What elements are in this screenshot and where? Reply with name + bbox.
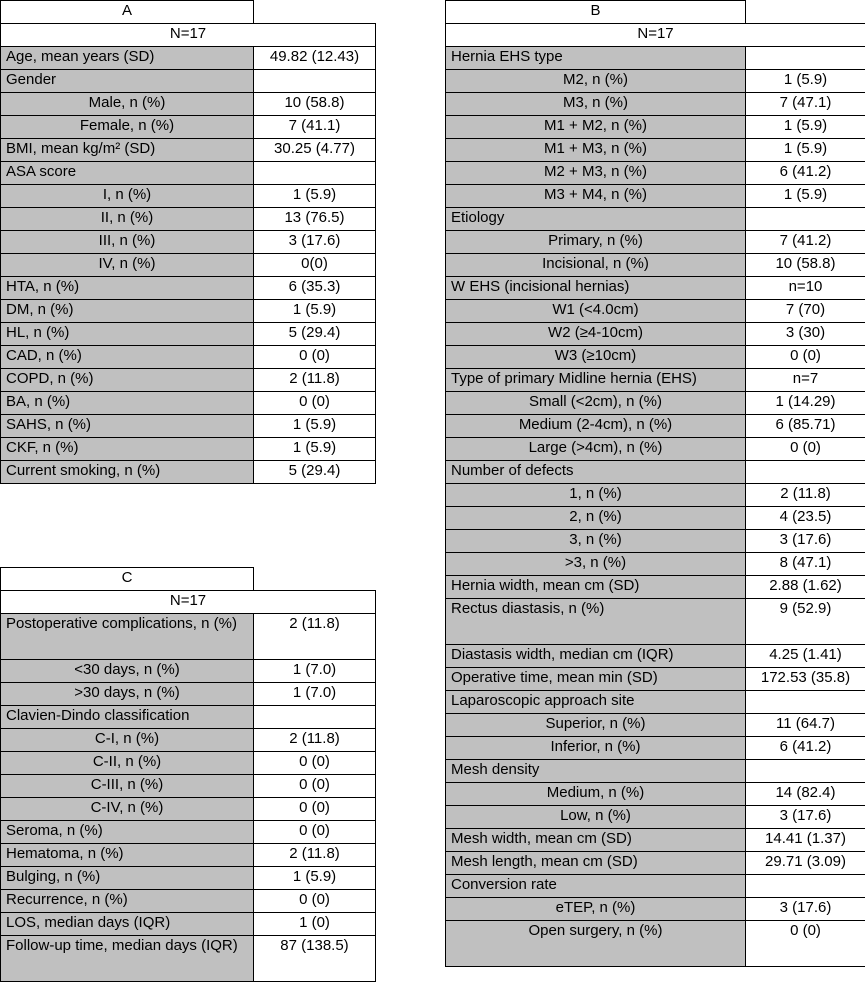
table-a-row	[1, 277, 376, 300]
table-b-row-value: 7 (47.1)	[746, 93, 865, 116]
table-b-row-value	[746, 47, 865, 70]
table-a-row-value: 1 (5.9)	[254, 300, 376, 323]
table-b-row-label: 2, n (%)	[446, 507, 746, 530]
table-b-row-value: n=10	[746, 277, 865, 300]
table-b-row-value	[746, 875, 865, 898]
table-b-row	[446, 760, 865, 783]
table-b-row	[446, 208, 865, 231]
table-b-row-value: 7 (41.2)	[746, 231, 865, 254]
table-a-row-label: Gender	[1, 70, 254, 93]
table-b-row-value: 1 (5.9)	[746, 139, 865, 162]
table-b-row-value: 29.71 (3.09)	[746, 852, 865, 875]
table-c-row-label: <30 days, n (%)	[1, 660, 254, 683]
table-c-row-value: 0 (0)	[254, 798, 376, 821]
table-b-row-label: W1 (<4.0cm)	[446, 300, 746, 323]
table-b-row	[446, 323, 865, 346]
table-b-row-value: 172.53 (35.8)	[746, 668, 865, 691]
table-a-row	[1, 392, 376, 415]
table-b-row-label: >3, n (%)	[446, 553, 746, 576]
table-b	[445, 0, 865, 967]
table-a-row	[1, 162, 376, 185]
table-a-row-label: IV, n (%)	[1, 254, 254, 277]
table-b-row	[446, 921, 865, 967]
table-b-row	[446, 530, 865, 553]
table-b-row	[446, 415, 865, 438]
table-a-row-value: 6 (35.3)	[254, 277, 376, 300]
table-c-row-label: Hematoma, n (%)	[1, 844, 254, 867]
table-a-row	[1, 70, 376, 93]
table-a-row	[1, 139, 376, 162]
table-b-row-value: 0 (0)	[746, 438, 865, 461]
table-c-row	[1, 775, 376, 798]
table-c-row-value: 87 (138.5)	[254, 936, 376, 982]
table-c-n-row	[1, 591, 376, 614]
table-b-n: N=17	[446, 24, 865, 47]
table-a-row-value	[254, 162, 376, 185]
table-a-row-label: SAHS, n (%)	[1, 415, 254, 438]
table-c-row	[1, 844, 376, 867]
table-b-row	[446, 346, 865, 369]
table-c-row-label: C-I, n (%)	[1, 729, 254, 752]
table-c-title: C	[1, 568, 254, 591]
table-a-row-label: COPD, n (%)	[1, 369, 254, 392]
table-b-row-value: 3 (17.6)	[746, 806, 865, 829]
table-b-row-label: Conversion rate	[446, 875, 746, 898]
table-b-row	[446, 392, 865, 415]
table-b-row-label: Operative time, mean min (SD)	[446, 668, 746, 691]
table-b-row-value: 2.88 (1.62)	[746, 576, 865, 599]
table-c-row-label: C-IV, n (%)	[1, 798, 254, 821]
table-b-row-label: 3, n (%)	[446, 530, 746, 553]
table-b-row-label: M3 + M4, n (%)	[446, 185, 746, 208]
table-b-row-value: 14 (82.4)	[746, 783, 865, 806]
table-b-row-label: Number of defects	[446, 461, 746, 484]
table-b-row	[446, 829, 865, 852]
table-b-row-label: M3, n (%)	[446, 93, 746, 116]
table-a-n-row	[1, 24, 376, 47]
table-b-row	[446, 47, 865, 70]
table-b-row-label: Inferior, n (%)	[446, 737, 746, 760]
table-a-row	[1, 254, 376, 277]
table-c-row	[1, 913, 376, 936]
table-a-row	[1, 461, 376, 484]
table-b-row-value: 4 (23.5)	[746, 507, 865, 530]
table-b-n-row	[446, 24, 865, 47]
table-c-row-value: 1 (7.0)	[254, 660, 376, 683]
table-b-row	[446, 438, 865, 461]
table-c-row-label: Clavien-Dindo classification	[1, 706, 254, 729]
table-c-row	[1, 867, 376, 890]
table-b-row	[446, 737, 865, 760]
table-b-row-label: Hernia EHS type	[446, 47, 746, 70]
table-b-row-label: Laparoscopic approach site	[446, 691, 746, 714]
table-b-row	[446, 231, 865, 254]
table-b-row	[446, 93, 865, 116]
table-b-row	[446, 714, 865, 737]
table-b-row-label: M1 + M2, n (%)	[446, 116, 746, 139]
table-c-row-label: C-II, n (%)	[1, 752, 254, 775]
table-b-row	[446, 369, 865, 392]
table-c-row-value: 2 (11.8)	[254, 844, 376, 867]
table-b-row-label: Mesh density	[446, 760, 746, 783]
table-c-title-row	[1, 568, 376, 591]
table-b-row-value: 3 (30)	[746, 323, 865, 346]
table-b-row	[446, 185, 865, 208]
table-c-row	[1, 890, 376, 913]
table-b-row	[446, 277, 865, 300]
table-c-row-value: 1 (0)	[254, 913, 376, 936]
table-b-row-label: Diastasis width, median cm (IQR)	[446, 645, 746, 668]
table-a-row-value: 0 (0)	[254, 392, 376, 415]
table-b-row	[446, 599, 865, 645]
table-c-row-label: Seroma, n (%)	[1, 821, 254, 844]
table-b-row-value: 3 (17.6)	[746, 530, 865, 553]
table-b-row	[446, 875, 865, 898]
table-b-row-label: Large (>4cm), n (%)	[446, 438, 746, 461]
table-a-row-value: 10 (58.8)	[254, 93, 376, 116]
table-b-row-label: Incisional, n (%)	[446, 254, 746, 277]
table-a-row-label: DM, n (%)	[1, 300, 254, 323]
table-a-row-label: Age, mean years (SD)	[1, 47, 254, 70]
table-b-row-value: 4.25 (1.41)	[746, 645, 865, 668]
table-a-row-value: 13 (76.5)	[254, 208, 376, 231]
table-c-row-value: 0 (0)	[254, 821, 376, 844]
table-b-title: B	[446, 1, 746, 24]
table-b-row-value: n=7	[746, 369, 865, 392]
table-b-row-value: 6 (85.71)	[746, 415, 865, 438]
table-b-row-value: 11 (64.7)	[746, 714, 865, 737]
table-a-row-value: 49.82 (12.43)	[254, 47, 376, 70]
table-b-row	[446, 139, 865, 162]
table-b-row-label: Superior, n (%)	[446, 714, 746, 737]
table-a-row-label: Current smoking, n (%)	[1, 461, 254, 484]
table-b-row-value: 6 (41.2)	[746, 162, 865, 185]
table-b-row	[446, 806, 865, 829]
table-c-row	[1, 660, 376, 683]
table-b-row-label: Open surgery, n (%)	[446, 921, 746, 967]
table-a-row	[1, 346, 376, 369]
table-b-row-value: 6 (41.2)	[746, 737, 865, 760]
table-a-row	[1, 47, 376, 70]
table-a-row-label: CAD, n (%)	[1, 346, 254, 369]
table-c-row	[1, 752, 376, 775]
table-c-row-value	[254, 706, 376, 729]
table-b-row-label: M2, n (%)	[446, 70, 746, 93]
table-b-row-value: 14.41 (1.37)	[746, 829, 865, 852]
table-a-row-value: 3 (17.6)	[254, 231, 376, 254]
table-c-row-value: 0 (0)	[254, 890, 376, 913]
table-c-row	[1, 936, 376, 982]
table-a-row-label: III, n (%)	[1, 231, 254, 254]
table-b-row-label: Type of primary Midline hernia (EHS)	[446, 369, 746, 392]
table-a-row	[1, 300, 376, 323]
table-b-row-label: Medium, n (%)	[446, 783, 746, 806]
table-c-row-label: C-III, n (%)	[1, 775, 254, 798]
table-c	[0, 567, 376, 982]
table-b-row-label: Mesh length, mean cm (SD)	[446, 852, 746, 875]
table-b-row-value: 0 (0)	[746, 921, 865, 967]
table-c-row	[1, 729, 376, 752]
table-b-row	[446, 162, 865, 185]
table-a-row-label: I, n (%)	[1, 185, 254, 208]
table-a-row-value: 1 (5.9)	[254, 438, 376, 461]
table-a-title-row	[1, 1, 376, 24]
table-a-row	[1, 438, 376, 461]
table-b-row-value	[746, 760, 865, 783]
table-b-row-value: 0 (0)	[746, 346, 865, 369]
table-b-row-label: Low, n (%)	[446, 806, 746, 829]
table-a-row-value: 2 (11.8)	[254, 369, 376, 392]
table-c-row-label: Follow-up time, median days (IQR)	[1, 936, 254, 982]
table-a-row-value: 1 (5.9)	[254, 185, 376, 208]
table-b-row	[446, 783, 865, 806]
table-c-row-value: 0 (0)	[254, 752, 376, 775]
table-b-row-value: 3 (17.6)	[746, 898, 865, 921]
table-c-row	[1, 798, 376, 821]
table-a-row	[1, 231, 376, 254]
table-b-row	[446, 461, 865, 484]
table-c-row	[1, 614, 376, 660]
table-b-row-label: M1 + M3, n (%)	[446, 139, 746, 162]
table-c-row-label: >30 days, n (%)	[1, 683, 254, 706]
table-c-row-value: 2 (11.8)	[254, 729, 376, 752]
table-b-row-label: eTEP, n (%)	[446, 898, 746, 921]
table-b-row-value: 9 (52.9)	[746, 599, 865, 645]
table-b-row-label: Rectus diastasis, n (%)	[446, 599, 746, 645]
table-b-row	[446, 576, 865, 599]
table-b-row-label: Small (<2cm), n (%)	[446, 392, 746, 415]
table-b-row	[446, 300, 865, 323]
table-c-row-value: 1 (5.9)	[254, 867, 376, 890]
table-c-row-value: 0 (0)	[254, 775, 376, 798]
table-a-row-label: HTA, n (%)	[1, 277, 254, 300]
table-b-row-label: W EHS (incisional hernias)	[446, 277, 746, 300]
table-b-row	[446, 484, 865, 507]
table-b-row-label: 1, n (%)	[446, 484, 746, 507]
table-a-row	[1, 208, 376, 231]
table-c-row-label: Postoperative complications, n (%)	[1, 614, 254, 660]
table-b-row-label: Etiology	[446, 208, 746, 231]
table-b-row	[446, 254, 865, 277]
table-a-row-label: HL, n (%)	[1, 323, 254, 346]
table-b-row-value: 1 (5.9)	[746, 70, 865, 93]
table-b-row-value: 2 (11.8)	[746, 484, 865, 507]
table-c-row	[1, 683, 376, 706]
table-a-row-value: 30.25 (4.77)	[254, 139, 376, 162]
table-b-row-value: 7 (70)	[746, 300, 865, 323]
table-b-row	[446, 852, 865, 875]
table-b-row	[446, 691, 865, 714]
table-a-row-value: 5 (29.4)	[254, 323, 376, 346]
table-a-row-value: 5 (29.4)	[254, 461, 376, 484]
table-b-row-label: W3 (≥10cm)	[446, 346, 746, 369]
table-b-row-label: M2 + M3, n (%)	[446, 162, 746, 185]
table-b-row-value	[746, 208, 865, 231]
table-b-row-label: W2 (≥4-10cm)	[446, 323, 746, 346]
table-b-row-value: 1 (5.9)	[746, 185, 865, 208]
table-c-row	[1, 706, 376, 729]
table-b-row	[446, 116, 865, 139]
table-a-row-label: II, n (%)	[1, 208, 254, 231]
table-a-row-label: Male, n (%)	[1, 93, 254, 116]
table-a-row-label: ASA score	[1, 162, 254, 185]
table-b-row-value: 1 (14.29)	[746, 392, 865, 415]
table-c-row	[1, 821, 376, 844]
table-a-n: N=17	[1, 24, 376, 47]
table-a-row-label: Female, n (%)	[1, 116, 254, 139]
table-a-row	[1, 93, 376, 116]
table-b-row	[446, 507, 865, 530]
table-b-row	[446, 645, 865, 668]
table-b-row-value: 1 (5.9)	[746, 116, 865, 139]
table-b-row-value	[746, 691, 865, 714]
table-c-row-value: 1 (7.0)	[254, 683, 376, 706]
table-a-row-value	[254, 70, 376, 93]
table-a-row	[1, 185, 376, 208]
table-b-row-label: Primary, n (%)	[446, 231, 746, 254]
table-b-row-value: 8 (47.1)	[746, 553, 865, 576]
table-a-row-value: 1 (5.9)	[254, 415, 376, 438]
table-c-row-label: Recurrence, n (%)	[1, 890, 254, 913]
table-b-row-label: Hernia width, mean cm (SD)	[446, 576, 746, 599]
table-b-row-label: Mesh width, mean cm (SD)	[446, 829, 746, 852]
table-a-row	[1, 369, 376, 392]
table-a-row-value: 0 (0)	[254, 346, 376, 369]
table-b-row	[446, 668, 865, 691]
table-a-row-label: BA, n (%)	[1, 392, 254, 415]
table-b-row-value: 10 (58.8)	[746, 254, 865, 277]
table-a-row	[1, 116, 376, 139]
table-a-row-value: 0(0)	[254, 254, 376, 277]
table-a-title: A	[1, 1, 254, 24]
table-b-row-label: Medium (2-4cm), n (%)	[446, 415, 746, 438]
table-a-row-label: BMI, mean kg/m² (SD)	[1, 139, 254, 162]
table-a-row-label: CKF, n (%)	[1, 438, 254, 461]
table-b-row-value	[746, 461, 865, 484]
table-a-row-value: 7 (41.1)	[254, 116, 376, 139]
table-a-row	[1, 323, 376, 346]
table-c-row-label: LOS, median days (IQR)	[1, 913, 254, 936]
table-b-row	[446, 553, 865, 576]
table-c-row-label: Bulging, n (%)	[1, 867, 254, 890]
table-a-row	[1, 415, 376, 438]
table-a	[0, 0, 376, 484]
table-c-n: N=17	[1, 591, 376, 614]
table-c-row-value: 2 (11.8)	[254, 614, 376, 660]
table-b-title-row	[446, 1, 865, 24]
table-b-row	[446, 898, 865, 921]
table-b-row	[446, 70, 865, 93]
